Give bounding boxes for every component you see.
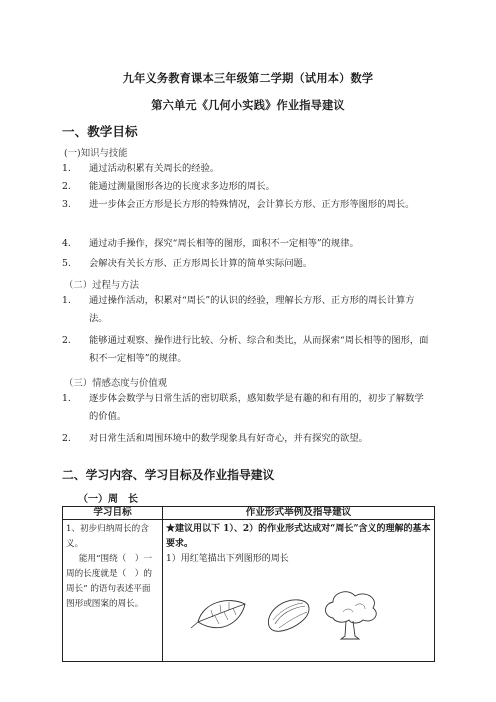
seed-icon [268, 600, 309, 631]
item-text: 通过操作活动，积累对“周长”的认识的经验，理解长方形、正方形的周长计算方法。 [89, 295, 415, 324]
guidance-task-1: 1）用红笔描出下列图形的周长 [166, 554, 289, 564]
objective-item [62, 196, 432, 214]
item-number: 4. [62, 238, 71, 249]
item-text: 进一步体会正方形是长方形的特殊情况，会计算长方形、正方形等图形的周长。 [89, 199, 415, 210]
subsection-knowledge-label: (一)知识与技能 [64, 148, 128, 159]
tree-icon [326, 592, 377, 639]
objective-item [62, 178, 432, 196]
objective-title: 1、初步归纳周长的含义。 [66, 524, 149, 549]
column-header-objective: 学习目标 [63, 507, 163, 520]
item-number: 1. [62, 393, 71, 404]
objective-item [62, 390, 432, 426]
objective-item [62, 292, 432, 328]
shape-outline-figures [183, 584, 483, 644]
item-text: 能够通过观察、操作进行比较、分析、综合和类比，从而探索“周长相等的图形，面积不一定相等”的规律。 [89, 335, 429, 364]
item-text: 会解决有关长方形、正方形周长计算的简单实际问题。 [89, 258, 313, 269]
guidance-star-note: ★建议用以下 1）、2）的作业形式达成对“周长”含义的理解的基本要求。 [166, 524, 431, 549]
section2-heading: 二、学习内容、学习目标及作业指导建议 [62, 468, 275, 482]
guidance-table [62, 506, 435, 662]
section1-heading: 一、教学目标 [62, 124, 138, 139]
document-title-line2: 第六单元《几何小实践》作业指导建议 [151, 98, 345, 112]
item-number: 5. [62, 258, 71, 269]
subsection-process-label: （二）过程与方法 [64, 280, 140, 291]
item-text: 能通过测量图形各边的长度求多边形的周长。 [89, 181, 275, 192]
objective-item [62, 430, 432, 448]
item-number: 2. [62, 335, 71, 346]
table-row [63, 520, 435, 662]
subsection-attitude-label: （三）情感态度与价值观 [64, 378, 168, 389]
document-title-line1: 九年义务教育课本三年级第二学期（试用本）数学 [122, 71, 374, 85]
item-text: 逐步体会数学与日常生活的密切联系，感知数学是有趣的和有用的，初步了解数学的价值。 [89, 393, 424, 422]
objective-item [62, 255, 432, 273]
item-number: 1. [62, 163, 71, 174]
item-number: 3. [62, 199, 71, 210]
section2-subheading: （一）周 长 [78, 494, 138, 505]
item-text: 通过活动积累有关周长的经验。 [89, 163, 220, 174]
column-header-guidance: 作业形式举例及指导建议 [163, 507, 435, 520]
objective-cell [63, 520, 163, 662]
item-number: 1. [62, 295, 71, 306]
objective-description: 能用“围绕（ ）一周的长度就是（ ）的周长” 的语句表述平面图形或图案的周长。 [66, 554, 153, 609]
item-number: 2. [62, 433, 71, 444]
objective-item [62, 332, 432, 368]
objective-item [62, 235, 432, 253]
objective-item [62, 160, 432, 178]
item-text: 对日常生活和周围环境中的数学现象具有好奇心，并有探究的欲望。 [89, 433, 368, 444]
item-number: 2. [62, 181, 71, 192]
guidance-cell [163, 520, 435, 662]
item-text: 通过动手操作，探究“周长相等的图形，面积不一定相等”的规律。 [89, 238, 359, 249]
leaf-icon [191, 601, 245, 628]
table-header-row [63, 507, 435, 520]
